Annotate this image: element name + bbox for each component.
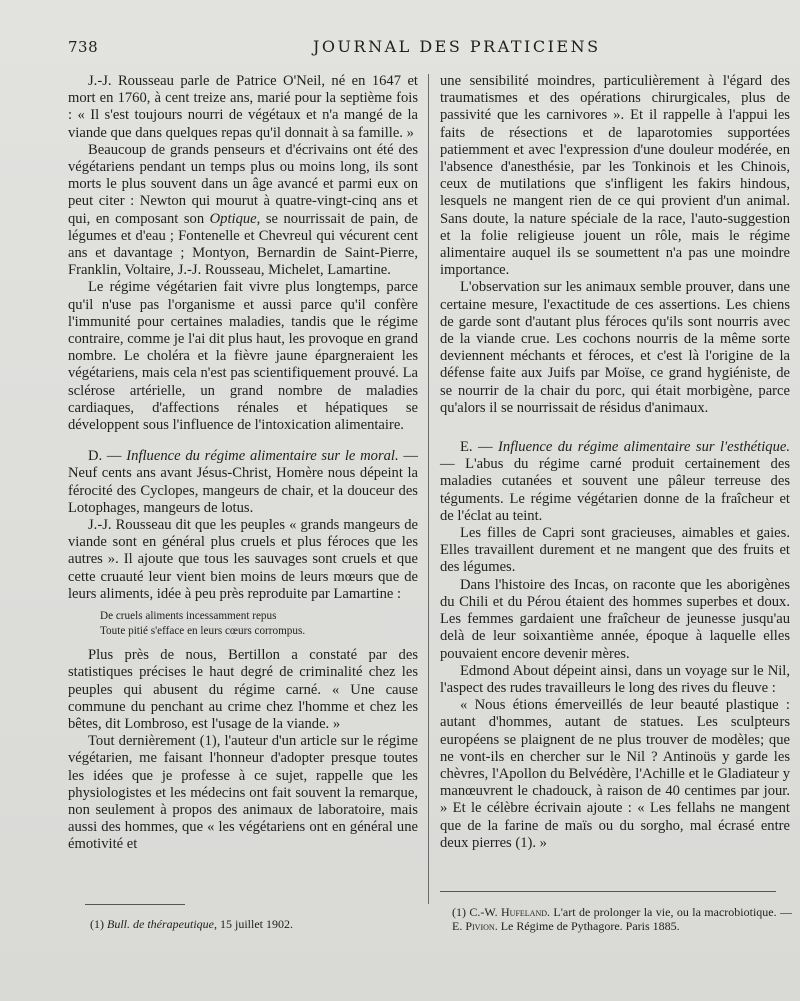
left-column: [68, 73, 418, 854]
section-heading-d: D. — Influence du régime alimentaire sur le moral. — Neuf cents ans avant Jésus-Christ, Homère nous dépeint la férocité des Cyclopes, mangeurs de chair, et la douceur des Lotophages, mangeurs de lotus.: [68, 448, 418, 516]
verse-line: Toute pitié s'efface en leurs cœurs corrompus.: [100, 625, 306, 638]
footnote-rule-right: [440, 891, 776, 892]
paragraph: Beaucoup de grands penseurs et d'écrivains ont été des végétariens pendant un temps plus ou moins long, ils sont morts le plus souvent dans un âge avancé et parmi eux on peut citer : Newton qui mourut à quatre-vingt-cinq ans et qui, en composant son Optique, se nourrissait de pain, de légumes et d'eau ; Fontenelle et Chevreul qui vécurent cent ans et davantage ; Montyon, Bernardin de Saint-Pierre, Franklin, Voltaire, J.-J. Rousseau, Michelet, Lamartine.: [68, 141, 418, 279]
paragraph: Dans l'histoire des Incas, on raconte que les aborigènes du Chili et du Pérou étaient des hommes superbes et doux. Les femmes gardaient une fraîcheur de jeunesse jusqu'au delà de leur soixantième année, époque à laquelle elles pouvaient encore devenir mères.: [440, 576, 790, 662]
paragraph: Edmond About dépeint ainsi, dans un voyage sur le Nil, l'aspect des rudes travailleurs le long des rives du fleuve :: [440, 662, 790, 696]
page-header: [68, 38, 788, 62]
verse-quote: [68, 609, 418, 639]
paragraph: Les filles de Capri sont gracieuses, aimables et gaies. Elles travaillent durement et ne mangent que des fruits et des légumes.: [440, 525, 790, 576]
verse-line: De cruels aliments incessamment repus: [100, 610, 277, 623]
paragraph: J.-J. Rousseau parle de Patrice O'Neil, né en 1647 et mort en 1760, à cent treize ans, marié pour la septième fois : « Il s'est toujours nourri de végétaux et n'a mangé de la viande que dans quelques repas qu'il donnait à sa famille. »: [68, 73, 418, 141]
footnote-left: (1) Bull. de thérapeutique, 15 juillet 1902.: [90, 917, 293, 931]
paragraph: Plus près de nous, Bertillon a constaté par des statistiques précises le haut degré de criminalité chez les peuples qui abusent du régime carné. « Une cause commune du penchant au crime chez l'homme et chez les bêtes, dit Lombroso, est l'usage de la viande. »: [68, 647, 418, 732]
page-number: 738: [68, 38, 99, 56]
paragraph: Tout dernièrement (1), l'auteur d'un article sur le régime végétarien, me faisant l'honneur d'adopter presque toutes les idées que je professe à ce sujet, rappelle que les physiologistes et les médecins ont fait souvent la remarque, non seulement à propos des animaux de laboratoire, mais aussi des hommes, que « les végétariens ont en général une émotivité et: [68, 733, 418, 853]
paragraph: Le régime végétarien fait vivre plus longtemps, parce qu'il n'use pas l'organisme et aussi parce qu'il confère l'immunité pour certaines maladies, tandis que le régime contraire, comme je l'ai dit plus haut, les provoque en grand nombre. Le choléra et la fièvre jaune épargneraient les végétariens, mais cela n'est pas scientifiquement prouvé. La sclérose artérielle, un grand nombre de maladies cardiaques, d'affections rénales et hépatiques se développent sous l'influence de l'intoxication alimentaire.: [68, 279, 418, 434]
journal-title: JOURNAL DES PRATICIENS: [313, 37, 601, 56]
italic-title: Optique: [209, 210, 257, 227]
footnote-right: (1) C.-W. Hufeland. L'art de prolonger la vie, ou la macrobiotique. — E. Pivion. Le Régime de Pythagore. Paris 1885.: [452, 905, 793, 933]
column-divider: [428, 74, 429, 904]
right-column: [440, 73, 790, 852]
paragraph: J.-J. Rousseau dit que les peuples « grands mangeurs de viande sont en général plus cruels et plus féroces que les autres ». Il ajoute que tous les sauvages sont cruels et que cette cruauté leur vient bien moins de leurs mœurs que de leurs aliments, idée à peu près reproduite par Lamartine :: [68, 517, 418, 602]
footnote-rule-left: [85, 904, 185, 905]
paragraph: L'observation sur les animaux semble prouver, dans une certaine mesure, l'exactitude de ces assertions. Les chiens de garde sont d'autant plus féroces qu'ils sont nourris avec de la viande crue. Les cochons nourris de la même sorte deviennent méchants et féroces, et c'est là l'origine de la défense faite aux Juifs par Moïse, ce grand hygiéniste, de se nourrir de la chair du porc, qui était morbigène, parce qu'alors il se nourrissait de résidus d'animaux.: [440, 279, 790, 416]
section-heading-e: E. — Influence du régime alimentaire sur l'esthétique. — L'abus du régime carné produit certainement des maladies cutanées et souvent une pâleur terreuse des téguments. Le régime végétarien donne de la fraîcheur et de l'éclat au teint.: [440, 439, 790, 524]
paragraph: « Nous étions émerveillés de leur beauté plastique : autant d'hommes, autant de statues. Les sculpteurs européens se plaignent de ne plus trouver de modèles; que ne vont-ils en chercher sur le Nil ? Antinoüs y garde les chèvres, l'Apollon du Belvédère, l'Achille et le Gladiateur y manœuvrent le chadouck, à raison de 40 centimes par jour. » Et le célèbre écrivain ajoute : « Les fellahs ne mangent que de la farine de maïs ou du sorgho, mal écrasé entre deux pierres (1). »: [440, 697, 790, 851]
paragraph: une sensibilité moindres, particulièrement à l'égard des traumatismes et des opérations chirurgicales, plus de passivité que les carnivores ». Et il rappelle à l'appui les faits de résections et de laparotomies supportées patiemment et avec l'expression d'une douleur modérée, en l'absence d'anesthésie, par les Tonkinois et les Chinois, ceux de mutilations que s'infligent les fakirs hindous, lesquels ne mangent rien de ce qui provient d'un animal. Sans doute, la nature spéciale de la race, l'auto-suggestion et la folie religieuse jouent un rôle, mais le régime alimentaire auquel ils se soumettent n'a pas une moindre importance.: [440, 73, 790, 279]
